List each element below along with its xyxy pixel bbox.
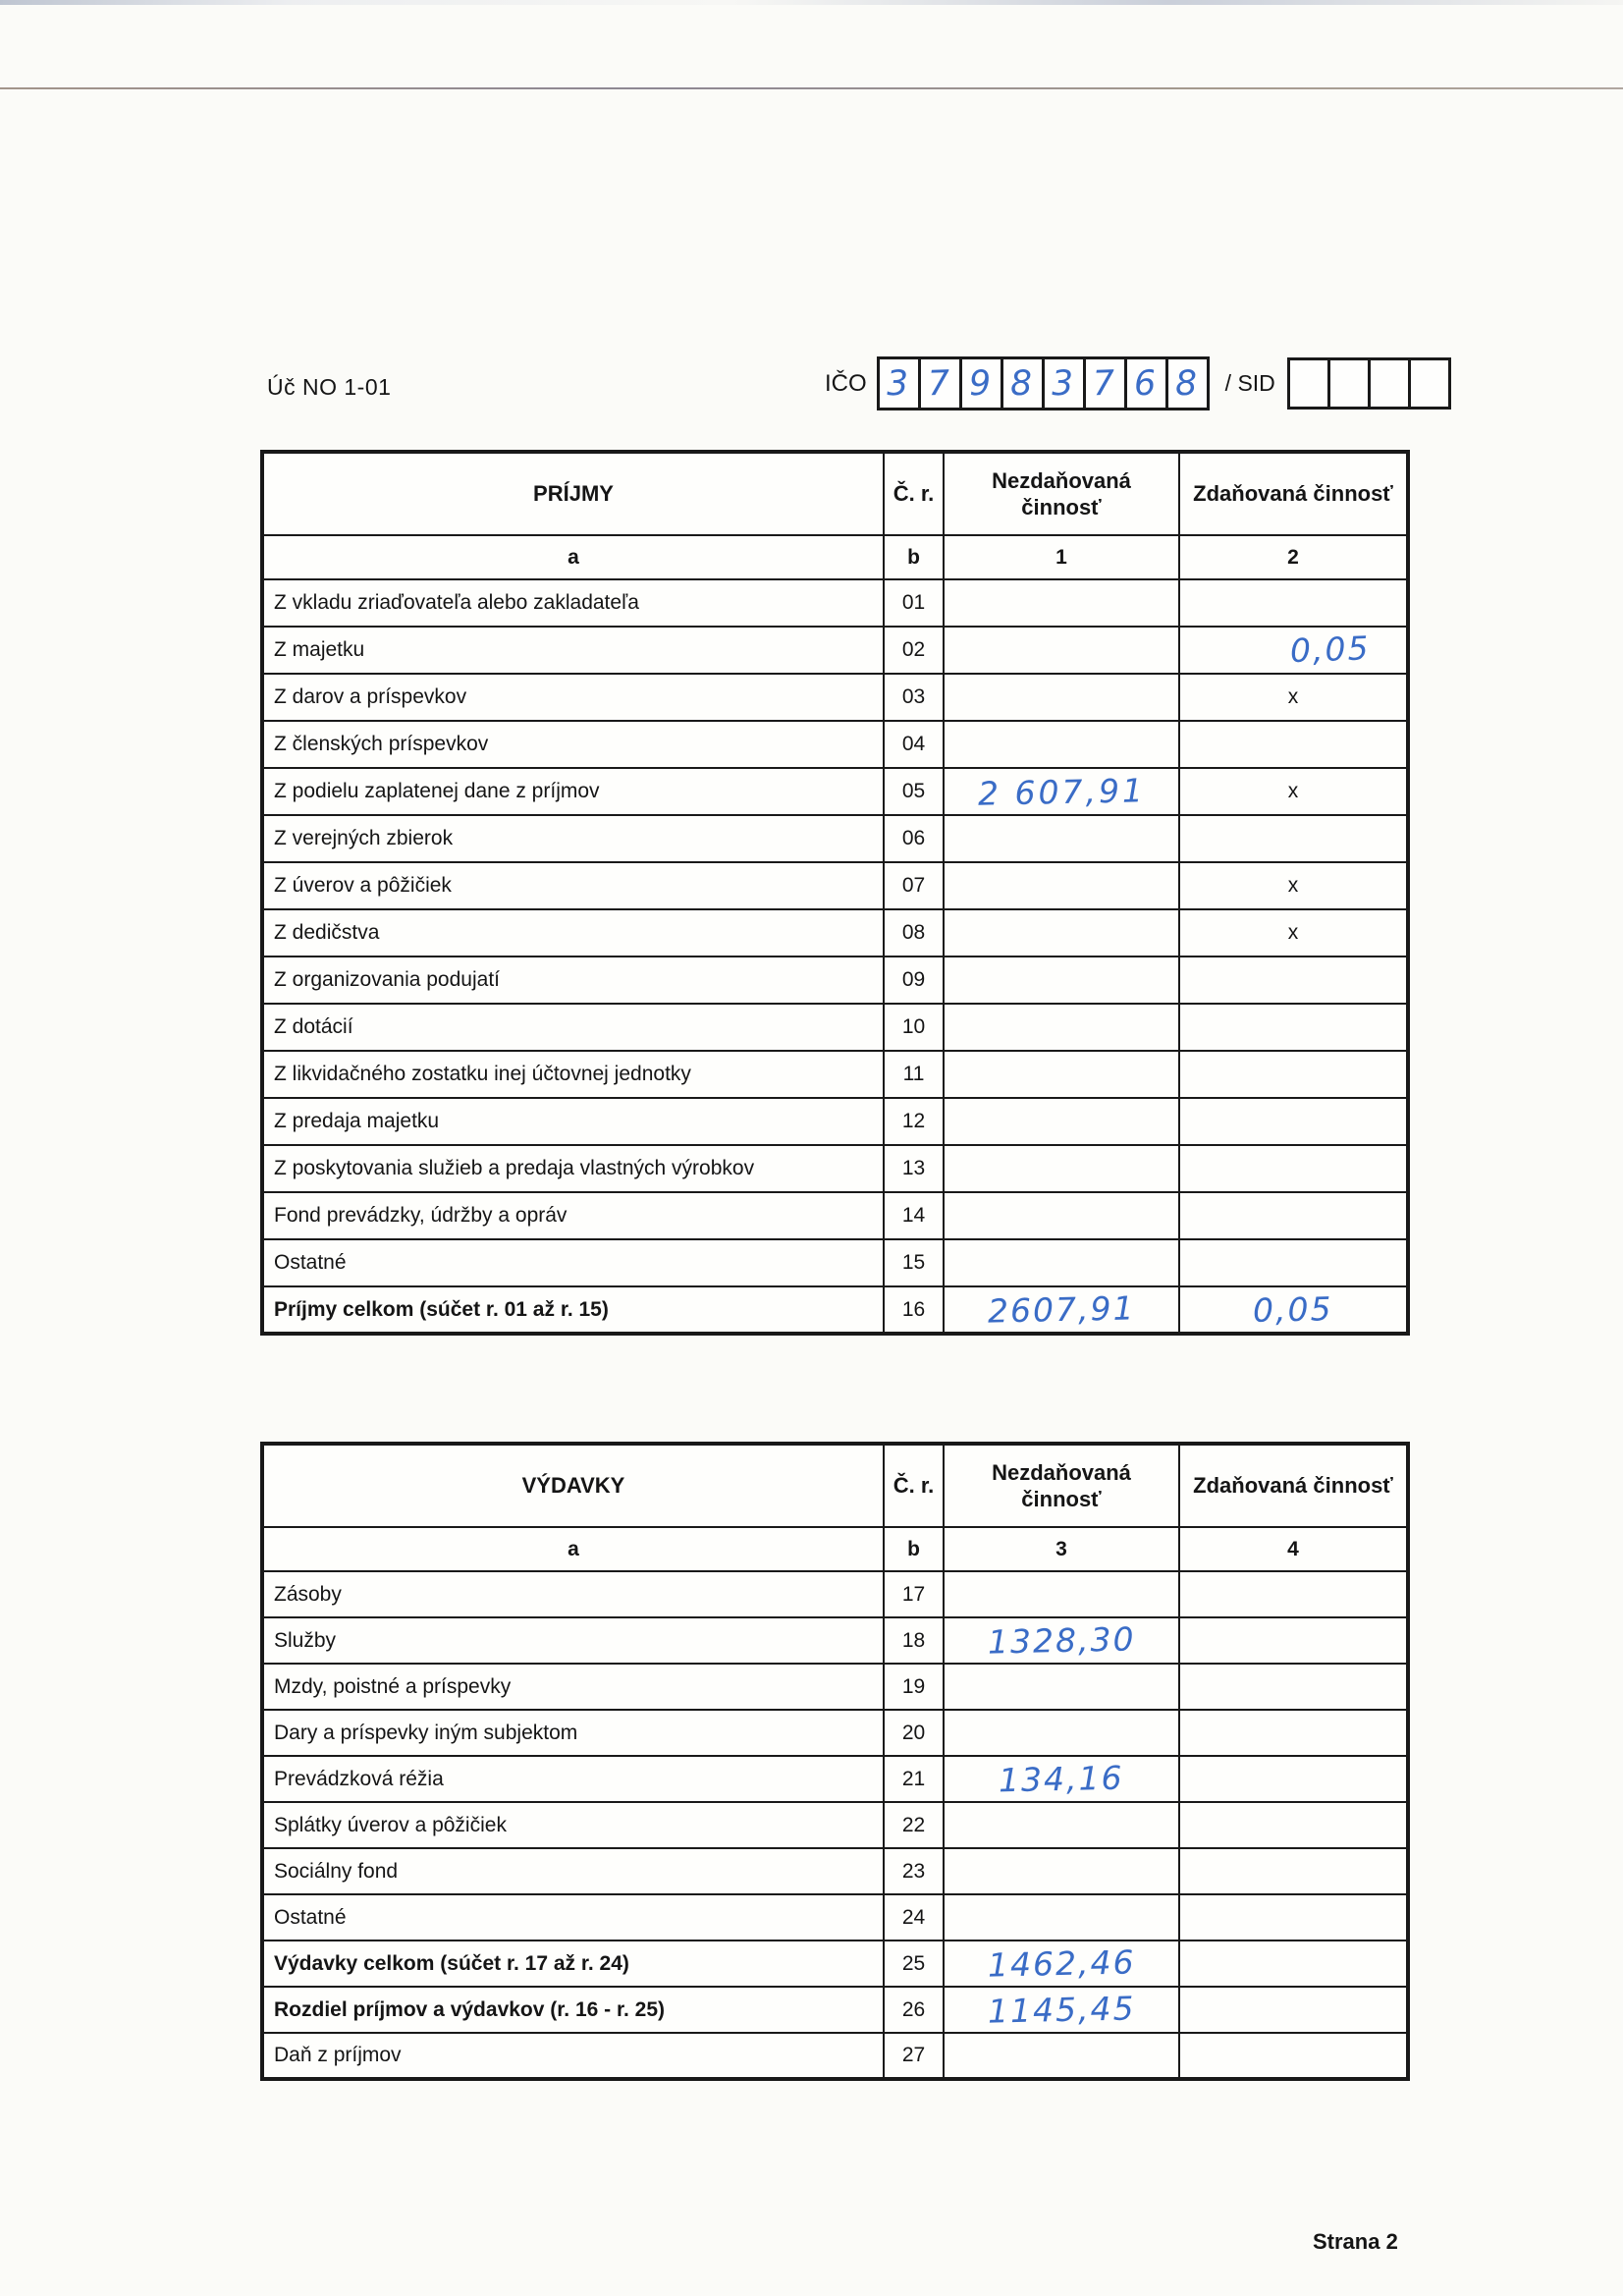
value-cell [1179, 627, 1408, 674]
sub-a: a [262, 535, 884, 579]
row-label: Z vkladu zriaďovateľa alebo zakladateľa [262, 579, 884, 627]
table-row [262, 1756, 1408, 1802]
value-cell [944, 1848, 1179, 1894]
table-row [262, 2033, 1408, 2079]
table-row [262, 674, 1408, 721]
ico-label: IČO [825, 369, 867, 397]
row-label: Sociálny fond [262, 1848, 884, 1894]
value-cell [944, 674, 1179, 721]
handwritten-value: 0,05 [1289, 628, 1372, 670]
sub-b: b [884, 535, 944, 579]
income-subheader-row [262, 535, 1408, 579]
table-row [262, 627, 1408, 674]
value-cell [944, 1192, 1179, 1239]
row-number: 27 [884, 2033, 944, 2079]
row-label: Splátky úverov a pôžičiek [262, 1802, 884, 1848]
value-cell [944, 1664, 1179, 1710]
ico-sid-row [825, 356, 1451, 410]
income-title: PRÍJMY [262, 452, 884, 535]
value-cell [944, 1617, 1179, 1664]
row-number: 01 [884, 579, 944, 627]
table-row [262, 957, 1408, 1004]
income-header-row [262, 452, 1408, 535]
sid-boxes [1287, 357, 1451, 410]
value-cell [1179, 1941, 1408, 1987]
table-row [262, 721, 1408, 768]
sub-3: 3 [944, 1527, 1179, 1571]
table-row [262, 909, 1408, 957]
value-cell [944, 862, 1179, 909]
expense-total-row [262, 1941, 1408, 1987]
value-cell [1179, 1051, 1408, 1098]
row-number: 03 [884, 674, 944, 721]
ico-digit: 9 [968, 363, 995, 404]
ico-digit: 3 [1051, 363, 1077, 404]
table-row [262, 1664, 1408, 1710]
row-number: 16 [884, 1286, 944, 1334]
row-number: 02 [884, 627, 944, 674]
value-cell [944, 1098, 1179, 1145]
col-num-header: Č. r. [884, 1444, 944, 1527]
value-cell [1179, 1098, 1408, 1145]
row-label: Z dotácií [262, 1004, 884, 1051]
row-number: 13 [884, 1145, 944, 1192]
handwritten-value: 1328,30 [987, 1619, 1136, 1662]
handwritten-value: 2 607,91 [977, 770, 1146, 813]
row-label: Rozdiel príjmov a výdavkov (r. 16 - r. 25) [262, 1987, 884, 2033]
expense-header-row [262, 1444, 1408, 1527]
value-cell [944, 1987, 1179, 2033]
row-label: Z verejných zbierok [262, 815, 884, 862]
row-label: Ostatné [262, 1894, 884, 1941]
table-row [262, 1710, 1408, 1756]
value-cell [944, 909, 1179, 957]
handwritten-value: 1462,46 [987, 1942, 1136, 1985]
col-num-header: Č. r. [884, 452, 944, 535]
value-cell [944, 768, 1179, 815]
value-cell [1179, 1848, 1408, 1894]
value-cell [944, 1286, 1179, 1334]
row-number: 06 [884, 815, 944, 862]
table-row [262, 1239, 1408, 1286]
value-cell [1179, 2033, 1408, 2079]
col2-header: Zdaňovaná činnosť [1179, 1444, 1408, 1527]
row-number: 22 [884, 1802, 944, 1848]
ico-digit: 8 [1174, 363, 1201, 404]
value-cell [944, 579, 1179, 627]
row-number: 26 [884, 1987, 944, 2033]
row-number: 11 [884, 1051, 944, 1098]
value-cell [944, 1941, 1179, 1987]
row-number: 24 [884, 1894, 944, 1941]
sub-a: a [262, 1527, 884, 1571]
expense-title: VÝDAVKY [262, 1444, 884, 1527]
table-row [262, 768, 1408, 815]
value-cell [1179, 1004, 1408, 1051]
value-cell [944, 1756, 1179, 1802]
value-cell [944, 1894, 1179, 1941]
row-number: 25 [884, 1941, 944, 1987]
sid-box [1408, 357, 1451, 410]
sub-2: 2 [1179, 535, 1408, 579]
sub-4: 4 [1179, 1527, 1408, 1571]
table-row [262, 1571, 1408, 1617]
value-cell [1179, 1756, 1408, 1802]
ico-digit-box [918, 356, 962, 410]
value-cell [944, 627, 1179, 674]
ico-digit: 6 [1133, 363, 1160, 404]
row-number: 09 [884, 957, 944, 1004]
value-cell [1179, 1239, 1408, 1286]
row-number: 08 [884, 909, 944, 957]
row-label: Ostatné [262, 1239, 884, 1286]
value-cell [1179, 721, 1408, 768]
row-number: 15 [884, 1239, 944, 1286]
expense-table [260, 1442, 1410, 2081]
value-cell [1179, 1571, 1408, 1617]
row-number: 04 [884, 721, 944, 768]
crossed-out-mark: x [1287, 685, 1299, 708]
crossed-out-mark: x [1287, 780, 1299, 802]
row-label: Z dedičstva [262, 909, 884, 957]
handwritten-value: 2607,91 [987, 1288, 1136, 1331]
table-row [262, 1051, 1408, 1098]
ico-digit: 3 [886, 363, 912, 404]
row-number: 05 [884, 768, 944, 815]
value-cell [1179, 1987, 1408, 2033]
value-cell [1179, 815, 1408, 862]
table-row [262, 1894, 1408, 1941]
value-cell [1179, 957, 1408, 1004]
value-cell [1179, 1145, 1408, 1192]
col2-header: Zdaňovaná činnosť [1179, 452, 1408, 535]
value-cell [1179, 1802, 1408, 1848]
value-cell [1179, 1192, 1408, 1239]
table-row [262, 1802, 1408, 1848]
row-label: Z majetku [262, 627, 884, 674]
scan-edge-artifact [0, 0, 1623, 5]
row-number: 17 [884, 1571, 944, 1617]
handwritten-value: 1145,45 [987, 1989, 1136, 2031]
row-label: Prevádzková réžia [262, 1756, 884, 1802]
value-cell [944, 721, 1179, 768]
sub-b: b [884, 1527, 944, 1571]
row-number: 20 [884, 1710, 944, 1756]
value-cell [944, 1710, 1179, 1756]
value-cell [1179, 579, 1408, 627]
sid-box [1368, 357, 1411, 410]
row-label: Výdavky celkom (súčet r. 17 až r. 24) [262, 1941, 884, 1987]
table-row [262, 1848, 1408, 1894]
row-label: Z darov a príspevkov [262, 674, 884, 721]
row-label: Z úverov a pôžičiek [262, 862, 884, 909]
ico-boxes [877, 356, 1210, 410]
sub-1: 1 [944, 535, 1179, 579]
ico-digit-box [1083, 356, 1127, 410]
table-row [262, 815, 1408, 862]
ico-digit-box [1001, 356, 1045, 410]
table-row [262, 862, 1408, 909]
value-cell [944, 1239, 1179, 1286]
value-cell [1179, 674, 1408, 721]
table-row [262, 1004, 1408, 1051]
row-number: 12 [884, 1098, 944, 1145]
table-row [262, 1098, 1408, 1145]
value-cell [944, 815, 1179, 862]
row-label: Mzdy, poistné a príspevky [262, 1664, 884, 1710]
crossed-out-mark: x [1287, 921, 1299, 944]
value-cell [944, 1571, 1179, 1617]
ico-digit-box [877, 356, 921, 410]
table-row [262, 1192, 1408, 1239]
value-cell [1179, 768, 1408, 815]
value-cell [944, 1051, 1179, 1098]
row-label: Príjmy celkom (súčet r. 01 až r. 15) [262, 1286, 884, 1334]
row-label: Z likvidačného zostatku inej účtovnej jednotky [262, 1051, 884, 1098]
row-label: Z predaja majetku [262, 1098, 884, 1145]
ico-digit-box [1042, 356, 1086, 410]
row-number: 14 [884, 1192, 944, 1239]
sid-box [1287, 357, 1330, 410]
row-label: Zásoby [262, 1571, 884, 1617]
row-label: Daň z príjmov [262, 2033, 884, 2079]
ico-digit: 7 [927, 363, 953, 404]
table-row [262, 1617, 1408, 1664]
value-cell [944, 2033, 1179, 2079]
ico-digit: 7 [1092, 363, 1118, 404]
row-label: Služby [262, 1617, 884, 1664]
col1-header: Nezdaňovaná činnosť [944, 452, 1179, 535]
row-label: Z organizovania podujatí [262, 957, 884, 1004]
page-number: Strana 2 [1313, 2229, 1398, 2254]
row-label: Dary a príspevky iným subjektom [262, 1710, 884, 1756]
row-label: Z poskytovania služieb a predaja vlastných výrobkov [262, 1145, 884, 1192]
value-cell [1179, 1664, 1408, 1710]
handwritten-value: 0,05 [1252, 1289, 1334, 1330]
row-number: 10 [884, 1004, 944, 1051]
handwritten-value: 134,16 [998, 1758, 1125, 1800]
value-cell [944, 1004, 1179, 1051]
ico-digit-box [959, 356, 1003, 410]
value-cell [944, 1802, 1179, 1848]
form-code: Úč NO 1-01 [267, 374, 392, 400]
value-cell [944, 1145, 1179, 1192]
income-total-row [262, 1286, 1408, 1334]
row-label: Fond prevádzky, údržby a opráv [262, 1192, 884, 1239]
value-cell [944, 957, 1179, 1004]
crossed-out-mark: x [1287, 874, 1299, 897]
value-cell [1179, 909, 1408, 957]
row-number: 21 [884, 1756, 944, 1802]
ico-digit: 8 [1009, 363, 1036, 404]
value-cell [1179, 862, 1408, 909]
value-cell [1179, 1617, 1408, 1664]
difference-row [262, 1987, 1408, 2033]
table-row [262, 579, 1408, 627]
horizontal-rule [0, 87, 1623, 89]
row-number: 23 [884, 1848, 944, 1894]
ico-digit-box [1165, 356, 1210, 410]
sid-box [1327, 357, 1371, 410]
table-row [262, 1145, 1408, 1192]
ico-digit-box [1124, 356, 1168, 410]
expense-subheader-row [262, 1527, 1408, 1571]
value-cell [1179, 1286, 1408, 1334]
income-table [260, 450, 1410, 1336]
row-number: 18 [884, 1617, 944, 1664]
row-number: 19 [884, 1664, 944, 1710]
sid-label: / SID [1224, 370, 1275, 396]
col1-header: Nezdaňovaná činnosť [944, 1444, 1179, 1527]
row-number: 07 [884, 862, 944, 909]
value-cell [1179, 1894, 1408, 1941]
value-cell [1179, 1710, 1408, 1756]
row-label: Z podielu zaplatenej dane z príjmov [262, 768, 884, 815]
row-label: Z členských príspevkov [262, 721, 884, 768]
